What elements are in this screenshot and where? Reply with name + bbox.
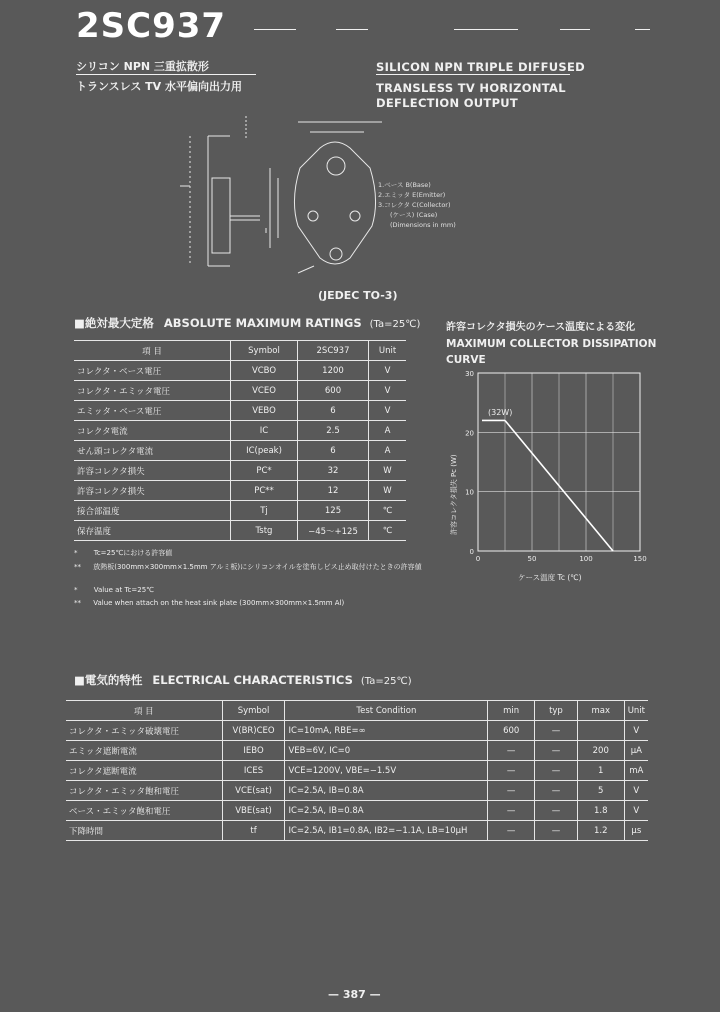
elec-condition: VEB=6V, IC=0 <box>285 741 488 761</box>
elec-symbol: VBE(sat) <box>222 801 285 821</box>
chart-ylabel: 許容コレクタ損失 Pc (W) <box>450 454 458 535</box>
ratings-item: コレクタ・エミッタ電圧 <box>74 381 231 401</box>
part-number-title: 2SC937 <box>76 6 227 46</box>
ratings-item: 許容コレクタ損失 <box>74 461 231 481</box>
ratings-value: 6 <box>298 441 369 461</box>
note-text: Value at Tc=25℃ <box>93 586 155 594</box>
header-unit: Unit <box>624 701 648 721</box>
elec-item: コレクタ遮断電流 <box>66 761 222 781</box>
ratings-item: コレクタ・ベース電圧 <box>74 361 231 381</box>
table-header-row <box>66 701 648 721</box>
pin-3-label: 3.コレクタ C(Collector) <box>378 201 451 209</box>
elec-typ: — <box>535 741 578 761</box>
ratings-unit: V <box>369 361 407 381</box>
elec-unit: V <box>624 801 648 821</box>
table-row <box>74 501 406 521</box>
table-row <box>74 401 406 421</box>
elec-unit: mA <box>624 761 648 781</box>
jedec-label: (JEDEC TO-3) <box>318 289 398 302</box>
note-text: Tc=25℃における許容値 <box>93 549 173 557</box>
x-tick-label: 50 <box>527 555 537 563</box>
ratings-symbol: IC <box>231 421 298 441</box>
ratings-item: 許容コレクタ損失 <box>74 481 231 501</box>
elec-max: 1.2 <box>577 821 624 841</box>
ratings-title <box>74 315 420 331</box>
ratings-value: 12 <box>298 481 369 501</box>
ratings-unit: V <box>369 401 407 421</box>
table-row <box>74 461 406 481</box>
note-mark: ** <box>74 563 81 571</box>
ratings-note-1 <box>74 548 172 558</box>
ratings-title-en: ABSOLUTE MAXIMUM RATINGS <box>163 316 362 330</box>
elec-typ: — <box>535 821 578 841</box>
dissipation-chart <box>440 365 660 590</box>
title-rule <box>635 29 650 30</box>
elec-unit: V <box>624 781 648 801</box>
ratings-unit: V <box>369 381 407 401</box>
table-row <box>66 781 648 801</box>
elec-symbol: IEBO <box>222 741 285 761</box>
ratings-title-jp: ■絶対最大定格 <box>74 316 154 330</box>
elec-min: — <box>488 761 535 781</box>
table-row <box>66 761 648 781</box>
x-tick-label: 0 <box>475 555 481 563</box>
header-symbol: Symbol <box>231 341 298 361</box>
elec-item: エミッタ遮断電流 <box>66 741 222 761</box>
ratings-symbol: Tj <box>231 501 298 521</box>
table-row <box>74 521 406 541</box>
ratings-item: エミッタ・ベース電圧 <box>74 401 231 421</box>
ratings-note-4 <box>74 599 344 607</box>
ratings-symbol: VCBO <box>231 361 298 381</box>
ratings-symbol: VEBO <box>231 401 298 421</box>
pin-case-label: (ケース) (Case) <box>390 211 438 219</box>
jp-subtitle-2: トランスレス TV 水平偏向出力用 <box>76 80 243 93</box>
elec-min: — <box>488 821 535 841</box>
ratings-unit: ℃ <box>369 521 407 541</box>
ratings-condition: (Ta=25℃) <box>369 319 421 330</box>
elec-min: — <box>488 741 535 761</box>
x-tick-label: 100 <box>579 555 593 563</box>
header-unit: Unit <box>369 341 407 361</box>
header-min: min <box>488 701 535 721</box>
title-rule <box>454 29 518 30</box>
pin-1-label: 1.ベース B(Base) <box>378 181 431 189</box>
ratings-symbol: Tstg <box>231 521 298 541</box>
header-item: 項 目 <box>74 341 231 361</box>
package-pin-legend <box>378 180 456 230</box>
elec-min: 600 <box>488 721 535 741</box>
elec-condition: IC=2.5A, IB=0.8A <box>285 801 488 821</box>
title-rule <box>560 29 590 30</box>
table-row <box>66 741 648 761</box>
ratings-value: 600 <box>298 381 369 401</box>
header-condition: Test Condition <box>285 701 488 721</box>
table-row <box>74 421 406 441</box>
elec-condition: IC=2.5A, IB=0.8A <box>285 781 488 801</box>
ratings-item: 保存温度 <box>74 521 231 541</box>
electrical-title-en: ELECTRICAL CHARACTERISTICS <box>152 673 353 687</box>
elec-max: 1 <box>577 761 624 781</box>
elec-condition: VCE=1200V, VBE=−1.5V <box>285 761 488 781</box>
elec-max <box>577 721 624 741</box>
electrical-title-jp: ■電気的特性 <box>74 673 143 687</box>
ratings-note-3 <box>74 586 154 594</box>
electrical-table <box>66 700 648 841</box>
elec-item: コレクタ・エミッタ飽和電圧 <box>66 781 222 801</box>
package-drawing <box>150 108 390 288</box>
subtitle-rule <box>76 74 256 75</box>
table-row <box>74 481 406 501</box>
note-text: Value when attach on the heat sink plate (300mm×300mm×1.5mm Al) <box>93 599 345 607</box>
jp-subtitle-1: シリコン NPN 三重拡散形 <box>76 60 209 73</box>
elec-typ: — <box>535 721 578 741</box>
chart-title-jp: 許容コレクタ損失のケース温度による変化 <box>446 322 636 333</box>
elec-typ: — <box>535 761 578 781</box>
title-rule <box>254 29 296 30</box>
elec-min: — <box>488 801 535 821</box>
elec-symbol: VCE(sat) <box>222 781 285 801</box>
elec-unit: μA <box>624 741 648 761</box>
ratings-unit: ℃ <box>369 501 407 521</box>
elec-unit: V <box>624 721 648 741</box>
chart-title <box>446 320 656 368</box>
ratings-value: −45〜+125 <box>298 521 369 541</box>
table-row <box>74 441 406 461</box>
elec-typ: — <box>535 781 578 801</box>
elec-item: コレクタ・エミッタ破壊電圧 <box>66 721 222 741</box>
ratings-unit: W <box>369 461 407 481</box>
chart-xlabel: ケース温度 Tc (℃) <box>518 573 582 582</box>
note-mark: * <box>74 549 78 557</box>
elec-condition: IC=10mA, RBE=∞ <box>285 721 488 741</box>
subtitle-rule <box>376 74 570 75</box>
elec-typ: — <box>535 801 578 821</box>
ratings-item: コレクタ電流 <box>74 421 231 441</box>
ratings-value: 6 <box>298 401 369 421</box>
pin-2-label: 2.エミッタ E(Emitter) <box>378 191 446 199</box>
header-typ: typ <box>535 701 578 721</box>
ratings-symbol: IC(peak) <box>231 441 298 461</box>
chart-title-en-2: CURVE <box>446 354 486 366</box>
ratings-symbol: VCEO <box>231 381 298 401</box>
ratings-unit: A <box>369 441 407 461</box>
header-symbol: Symbol <box>222 701 285 721</box>
elec-item: 下降時間 <box>66 821 222 841</box>
ratings-symbol: PC** <box>231 481 298 501</box>
elec-symbol: tf <box>222 821 285 841</box>
ratings-item: せん頭コレクタ電流 <box>74 441 231 461</box>
header-max: max <box>577 701 624 721</box>
ratings-table <box>74 340 406 541</box>
elec-max: 5 <box>577 781 624 801</box>
table-row <box>74 361 406 381</box>
elec-min: — <box>488 781 535 801</box>
electrical-condition: (Ta=25℃) <box>360 676 412 687</box>
y-tick-label: 10 <box>465 488 474 497</box>
elec-symbol: V(BR)CEO <box>222 721 285 741</box>
note-text: 放熱板(300mm×300mm×1.5mm アルミ板)にシリコンオイルを塗布しビス止め取付けたときの許容値 <box>93 563 422 571</box>
en-subtitle-2: TRANSLESS TV HORIZONTAL <box>376 81 566 95</box>
y-tick-label: 0 <box>469 548 474 556</box>
note-mark: * <box>74 586 78 594</box>
table-row <box>66 821 648 841</box>
x-tick-label: 150 <box>633 555 647 563</box>
elec-condition: IC=2.5A, IB1=0.8A, IB2=−1.1A, LB=10μH <box>285 821 488 841</box>
table-row <box>66 801 648 821</box>
ratings-note-2 <box>74 562 422 572</box>
chart-annotation: (32W) <box>488 408 513 417</box>
y-tick-label: 30 <box>465 370 474 378</box>
header-value: 2SC937 <box>298 341 369 361</box>
note-mark: ** <box>74 599 81 607</box>
ratings-value: 125 <box>298 501 369 521</box>
en-subtitle-3: DEFLECTION OUTPUT <box>376 96 519 110</box>
elec-max: 1.8 <box>577 801 624 821</box>
chart-title-en-1: MAXIMUM COLLECTOR DISSIPATION <box>446 338 657 350</box>
en-subtitle-1: SILICON NPN TRIPLE DIFFUSED <box>376 60 585 74</box>
table-row <box>66 721 648 741</box>
table-header-row <box>74 341 406 361</box>
ratings-value: 1200 <box>298 361 369 381</box>
electrical-title <box>74 672 412 688</box>
page-number: — 387 — <box>328 988 381 1001</box>
elec-item: ベース・エミッタ飽和電圧 <box>66 801 222 821</box>
y-tick-label: 20 <box>465 429 474 438</box>
table-row <box>74 381 406 401</box>
header-item: 項 目 <box>66 701 222 721</box>
ratings-symbol: PC* <box>231 461 298 481</box>
title-rule <box>336 29 368 30</box>
dimensions-note: (Dimensions in mm) <box>390 221 456 229</box>
ratings-value: 2.5 <box>298 421 369 441</box>
ratings-item: 接合部温度 <box>74 501 231 521</box>
ratings-value: 32 <box>298 461 369 481</box>
elec-unit: μs <box>624 821 648 841</box>
ratings-unit: A <box>369 421 407 441</box>
elec-symbol: ICES <box>222 761 285 781</box>
elec-max: 200 <box>577 741 624 761</box>
ratings-unit: W <box>369 481 407 501</box>
